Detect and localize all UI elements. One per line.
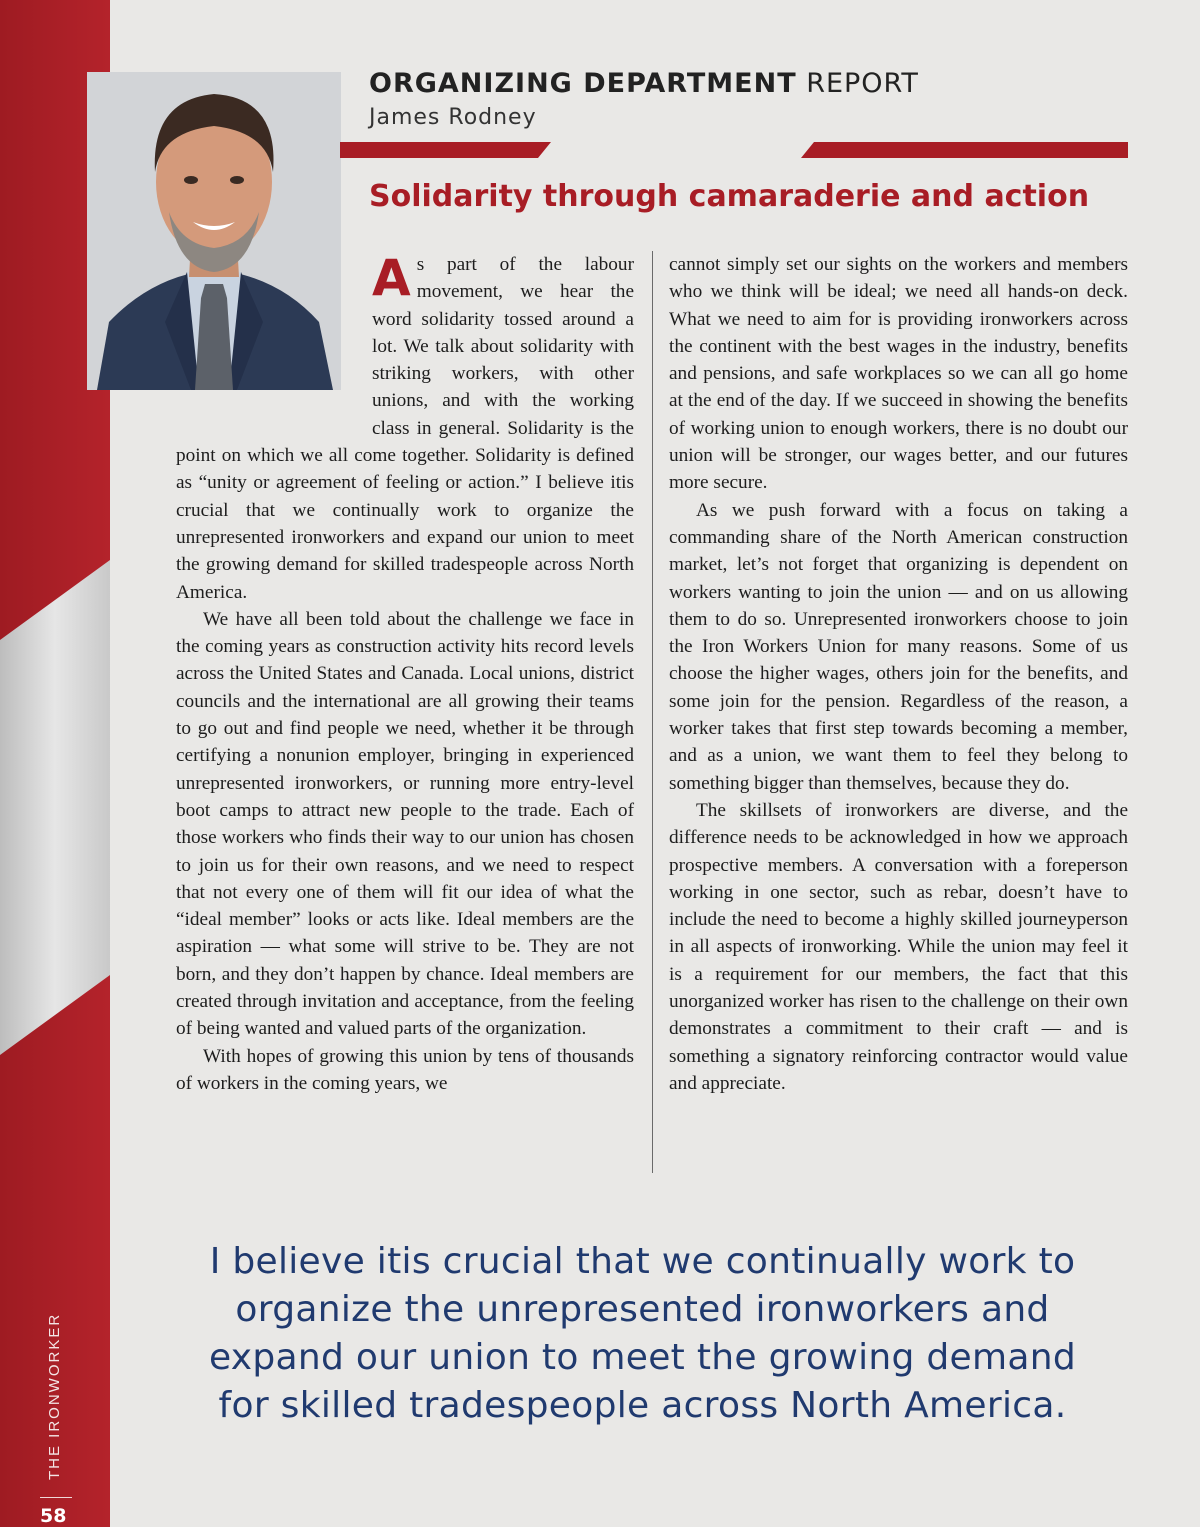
department-title-light: REPORT xyxy=(806,68,919,99)
article-column-right xyxy=(669,251,1128,1097)
magazine-name-vertical: THE IRONWORKER xyxy=(46,1312,63,1480)
department-title-bold: ORGANIZING DEPARTMENT xyxy=(369,68,797,99)
photo-wrap-space xyxy=(176,251,372,441)
paragraph-3: With hopes of growing this union by tens of thousands of workers in the coming years, we xyxy=(176,1045,634,1094)
paragraph-4: As we push forward with a focus on taking a commanding share of the North American construction market, let’s not forget that organizing is dependent on workers wanting to join the union — and on us allowing them to do so. Unrepresented ironworkers choose to join the Iron Workers Union for many reasons. Some of us choose the higher wages, others join for the benefits, and some join for the pension. Regardless of the reason, a worker takes that first step towards becoming a member, and as a union, we want them to feel they belong to something bigger than themselves, because they do. xyxy=(669,499,1128,794)
department-title xyxy=(369,68,919,99)
page-number: 58 xyxy=(40,1505,67,1527)
author-name: James Rodney xyxy=(369,105,537,130)
paragraph-1-text: s part of the labour movement, we hear the word solidarity tossed around a lot. We talk about solidarity with striking workers, with other unions, and with the working class in general. Solidarity is the point on which we all come together. Solidarity is defined as “unity or agreement of feeling or action.” I believe itis crucial that we continually work to organize the unrepresented ironworkers and expand our union to meet the growing demand for skilled tradespeople across North America. xyxy=(176,254,634,603)
pull-quote: I believe itis crucial that we continually work to organize the unrepresented ironworkers and expand our union to meet the growing demand for skilled tradespeople across North America. xyxy=(208,1241,1077,1426)
paragraph-2: We have all been told about the challenge we face in the coming years as construction activity hits record levels across the United States and Canada. Local unions, district councils and the international are all growing their teams to go out and find people we need, whether it be through certifying a nonunion employer, bringing in experienced unrepresented ironworkers, or running more entry-level boot camps to attract new people to the trade. Each of those workers who finds their way to our union has chosen to join us for their own reasons, and we need to respect that not every one of them will fit our idea of what the “ideal member” looks or acts like. Ideal members are the aspiration — what some will strive to be. They are not born, and they don’t happen by chance. Ideal members are created through invitation and acceptance, from the feeling of being wanted and valued parts of the organization. xyxy=(176,608,634,1040)
page-number-rule xyxy=(40,1497,72,1498)
paragraph-3-continued: cannot simply set our sights on the workers and members who we think will be ideal; we need all hands-on deck. What we need to aim for is providing ironworkers across the continent with the best wages in the industry, benefits and pensions, and safe workplaces so we can all go home at the end of the day. If we succeed in showing the benefits of working union to enough workers, there is no doubt our union will be stronger, our wages better, and our futures more secure. xyxy=(669,254,1128,494)
drop-cap: A xyxy=(372,249,411,307)
article-headline: Solidarity through camaraderie and action xyxy=(369,179,1090,214)
column-divider xyxy=(652,251,653,1173)
header-accent-bar xyxy=(340,142,1128,158)
article-column-left xyxy=(176,251,634,1097)
paragraph-5: The skillsets of ironworkers are diverse, and the difference needs to be acknowledged in how we approach prospective members. A conversation with a foreperson working in one sector, such as rebar, doesn’t have to include the need to become a highly skilled journeyperson in all aspects of ironworking. While the union may feel it is a requirement for our members, the fact that this unorganized worker has risen to the challenge on their own demonstrates a commitment to their craft — and is something a signatory reinforcing contractor would value and appreciate. xyxy=(669,799,1128,1094)
